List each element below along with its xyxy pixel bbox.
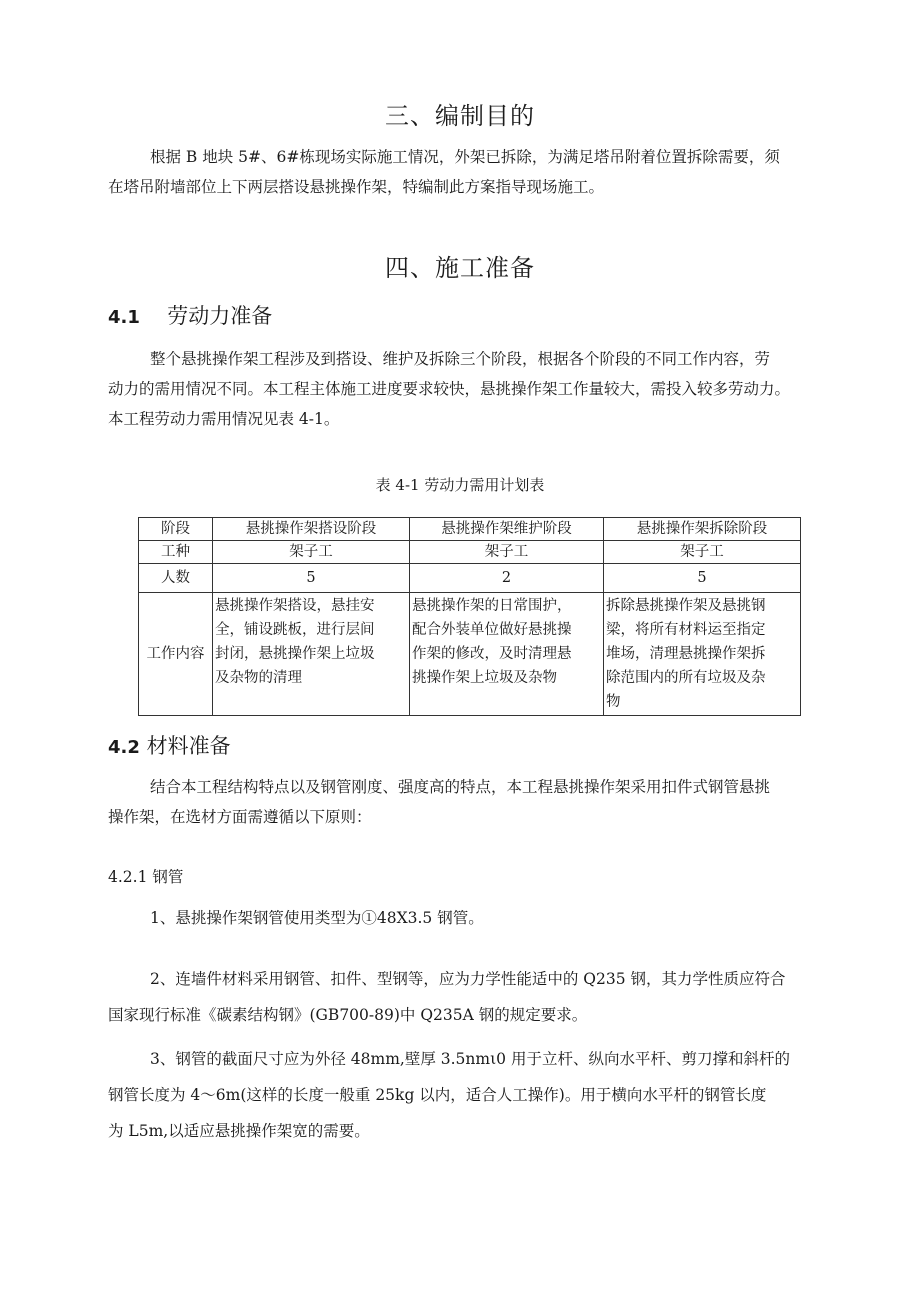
cell-line: 配合外装单位做好悬挑操 xyxy=(412,622,572,638)
table-row xyxy=(139,564,801,593)
table-cell: 5 xyxy=(604,564,801,593)
subsection-title: 劳动力准备 xyxy=(167,304,273,328)
subsection-4-1-heading xyxy=(108,300,272,330)
paragraph-line: 2、连墙件材料采用钢管、扣件、型钢等，应为力学性能适中的 Q235 钢，其力学性质应符合 xyxy=(150,970,786,988)
cell-line: 全，铺设跳板，进行层间 xyxy=(215,622,375,638)
cell-line: 梁，将所有材料运至指定 xyxy=(606,622,766,638)
table-cell: 5 xyxy=(213,564,410,593)
subsection-4-2-heading xyxy=(108,730,231,760)
subsection-4-2-1-heading: 4.2.1 钢管 xyxy=(108,868,184,886)
paragraph-line: 本工程劳动力需用情况见表 4-1。 xyxy=(108,410,340,428)
subsection-4-2-paragraph xyxy=(108,772,828,832)
cell-line: 堆场，清理悬挑操作架拆 xyxy=(606,646,766,662)
table-row xyxy=(139,541,801,564)
table-cell: 架子工 xyxy=(604,541,801,564)
cell-line: 封闭，悬挑操作架上垃圾 xyxy=(215,646,375,662)
cell-line: 物 xyxy=(606,694,621,710)
row-label: 人数 xyxy=(139,564,213,593)
row-label: 工种 xyxy=(139,541,213,564)
paragraph-line: 3、钢管的截面尺寸应为外径 48mm,壁厚 3.5nmι0 用于立杆、纵向水平杆、剪刀撑和斜杆的 xyxy=(150,1050,790,1068)
cell-line: 挑操作架上垃圾及杂物 xyxy=(412,670,557,686)
row-label: 阶段 xyxy=(139,518,213,541)
subsection-number: 4.1 xyxy=(108,307,140,328)
table-cell: 悬挑操作架搭设阶段 xyxy=(213,518,410,541)
paragraph-line: 操作架，在选材方面需遵循以下原则： xyxy=(108,808,372,826)
cell-line: 拆除悬挑操作架及悬挑钢 xyxy=(606,598,766,614)
cell-line: 除范围内的所有垃圾及杂 xyxy=(606,670,766,686)
table-cell: 悬挑操作架维护阶段 xyxy=(410,518,604,541)
cell-line: 悬挑操作架的日常围护， xyxy=(412,598,572,614)
paragraph-line: 根据 B 地块 5#、6#栋现场实际施工情况，外架已拆除，为满足塔吊附着位置拆除需要，须 xyxy=(150,148,780,166)
section-3-heading: 三、编制目的 xyxy=(385,102,535,130)
labor-plan-table xyxy=(138,517,801,716)
section-4-heading: 四、施工准备 xyxy=(385,254,535,282)
paragraph-line: 动力的需用情况不同。本工程主体施工进度要求较快，悬挑操作架工作量较大，需投入较多劳动力。 xyxy=(108,380,791,398)
table-cell xyxy=(213,593,410,716)
table-row xyxy=(139,593,801,716)
table-caption: 表 4-1 劳动力需用计划表 xyxy=(375,476,545,494)
table-cell: 悬挑操作架拆除阶段 xyxy=(604,518,801,541)
subsection-4-1-paragraph xyxy=(108,344,828,434)
list-item-1: 1、悬挑操作架钢管使用类型为①48X3.5 钢管。 xyxy=(150,909,484,927)
paragraph-line: 为 L5m,以适应悬挑操作架宽的需要。 xyxy=(108,1122,370,1140)
table-cell xyxy=(604,593,801,716)
subsection-number: 4.2 xyxy=(108,737,140,758)
paragraph-line: 在塔吊附墙部位上下两层搭设悬挑操作架，特编制此方案指导现场施工。 xyxy=(108,178,605,196)
paragraph-line: 整个悬挑操作架工程涉及到搭设、维护及拆除三个阶段，根据各个阶段的不同工作内容，劳 xyxy=(150,350,771,368)
section-3-paragraph xyxy=(108,142,828,202)
paragraph-line: 结合本工程结构特点以及钢管刚度、强度高的特点，本工程悬挑操作架采用扣件式钢管悬挑 xyxy=(150,778,771,796)
table-cell: 架子工 xyxy=(213,541,410,564)
paragraph-line: 国家现行标准《碳素结构钢》(GB700-89)中 Q235A 钢的规定要求。 xyxy=(108,1006,588,1024)
cell-line: 作架的修改，及时清理悬 xyxy=(412,646,572,662)
row-label: 工作内容 xyxy=(139,593,213,716)
table-row xyxy=(139,518,801,541)
list-item-3 xyxy=(108,1044,828,1146)
table-cell: 架子工 xyxy=(410,541,604,564)
table-cell: 2 xyxy=(410,564,604,593)
table-cell xyxy=(410,593,604,716)
subsection-title: 材料准备 xyxy=(146,734,231,758)
cell-line: 悬挑操作架搭设，悬挂安 xyxy=(215,598,375,614)
list-item-2 xyxy=(108,964,828,1030)
cell-line: 及杂物的清理 xyxy=(215,670,302,686)
paragraph-line: 钢管长度为 4～6m(这样的长度一般重 25kg 以内，适合人工操作)。用于横向水平杆的钢管长度 xyxy=(108,1086,767,1104)
